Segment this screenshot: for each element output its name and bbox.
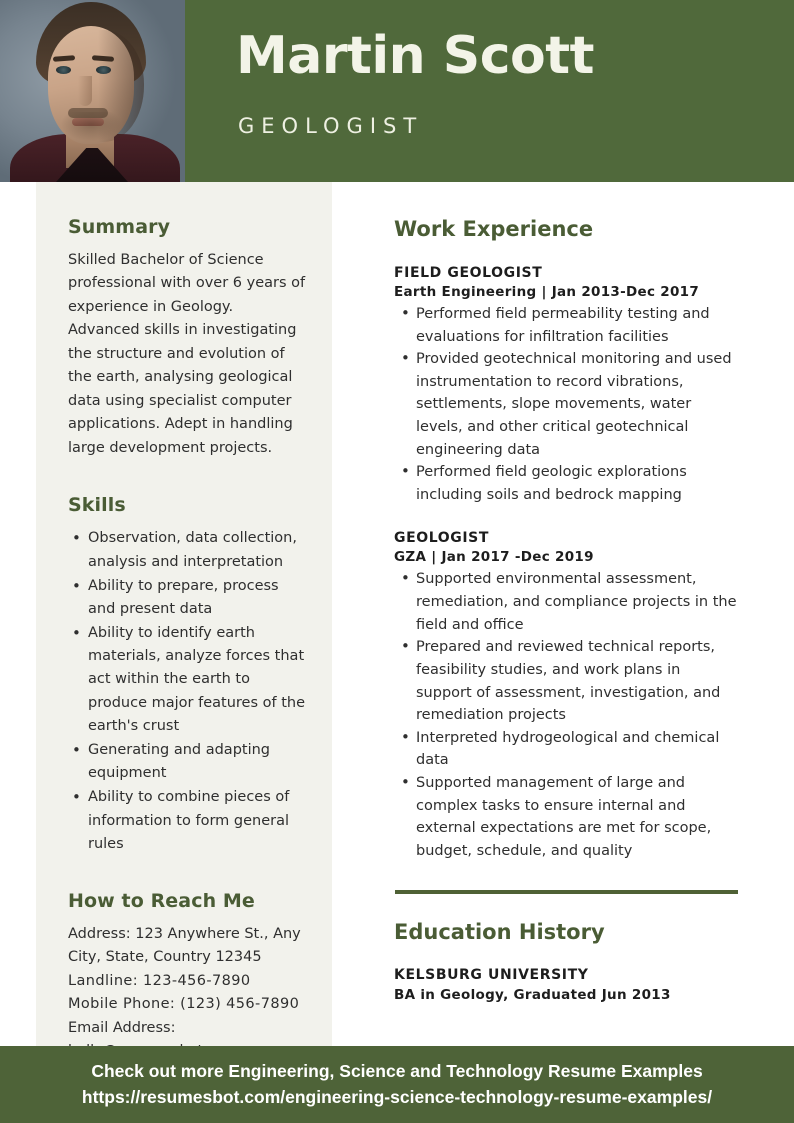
sidebar-panel [36, 182, 332, 1046]
contact-mobile: Mobile Phone: (123) 456-7890 [68, 996, 300, 1013]
list-item: • Performed field geologic explorations including soils and bedrock mapping [416, 461, 740, 506]
summary-text: Skilled Bachelor of Science professional with over 6 years of experience in Geology. Advanced skills in investigating the structure and evolution of the earth, analysing geological data using specialist computer applications. Adept in handling large development projects. [68, 252, 306, 456]
resume-header [0, 0, 794, 182]
photo-eye-right [96, 66, 111, 74]
photo-nose [78, 76, 92, 106]
job-bullets [394, 303, 740, 506]
job-company-dates: GZA | Jan 2017 -Dec 2019 [394, 549, 594, 566]
main-column [394, 182, 740, 1003]
education-school: KELSBURG UNIVERSITY [394, 967, 589, 984]
candidate-role: GEOLOGIST [238, 114, 424, 138]
list-item: • Supported management of large and complex tasks to ensure internal and external expectations are met for scope, budget, schedule, and quality [416, 772, 740, 862]
profile-photo [0, 0, 185, 182]
footer-headline: Check out more Engineering, Science and Technology Resume Examples [91, 1061, 703, 1082]
education-heading: Education History [394, 920, 605, 945]
list-item: • Supported environmental assessment, remediation, and compliance projects in the field and office [416, 568, 740, 636]
candidate-name: Martin Scott [236, 26, 594, 86]
list-item: • Ability to combine pieces of information to form general rules [85, 786, 306, 856]
section-divider [395, 890, 738, 894]
job-entry [394, 265, 740, 506]
list-item: • Performed field permeability testing and evaluations for infiltration facilities [416, 303, 740, 348]
photo-eye-left [56, 66, 71, 74]
job-bullets [394, 568, 740, 862]
summary-heading: Summary [68, 216, 171, 238]
list-item: • Generating and adapting equipment [85, 739, 306, 785]
footer-banner [0, 1046, 794, 1123]
job-position: GEOLOGIST [394, 530, 490, 547]
job-company-dates: Earth Engineering | Jan 2013-Dec 2017 [394, 284, 700, 300]
contact-address: Address: 123 Anywhere St., Any City, State, Country 12345 [68, 925, 301, 966]
list-item: • Interpreted hydrogeological and chemical data [416, 727, 740, 772]
contact-landline: Landline: 123-456-7890 [68, 972, 251, 989]
list-item: • Observation, data collection, analysis and interpretation [85, 527, 306, 573]
footer-url[interactable]: https://resumesbot.com/engineering-science-technology-resume-examples/ [81, 1086, 713, 1107]
education-entry [394, 967, 740, 1003]
contact-heading: How to Reach Me [68, 889, 255, 912]
skills-heading: Skills [68, 494, 126, 517]
list-item: • Ability to prepare, process and present data [85, 575, 306, 621]
work-experience-heading: Work Experience [394, 217, 594, 241]
list-item: • Prepared and reviewed technical reports, feasibility studies, and work plans in support of assessment, investigation, and remediation projects [416, 636, 740, 726]
job-position: FIELD GEOLOGIST [394, 265, 543, 281]
list-item: • Provided geotechnical monitoring and used instrumentation to record vibrations, settlements, slope movements, water levels, and other critical geotechnical engineering data [416, 348, 740, 461]
education-degree: BA in Geology, Graduated Jun 2013 [394, 987, 671, 1004]
job-entry [394, 530, 740, 862]
contact-email-label: Email Address: [68, 1019, 176, 1036]
list-item: • Ability to identify earth materials, analyze forces that act within the earth to produce major features of the earth's crust [85, 622, 306, 738]
skills-list [68, 527, 306, 856]
